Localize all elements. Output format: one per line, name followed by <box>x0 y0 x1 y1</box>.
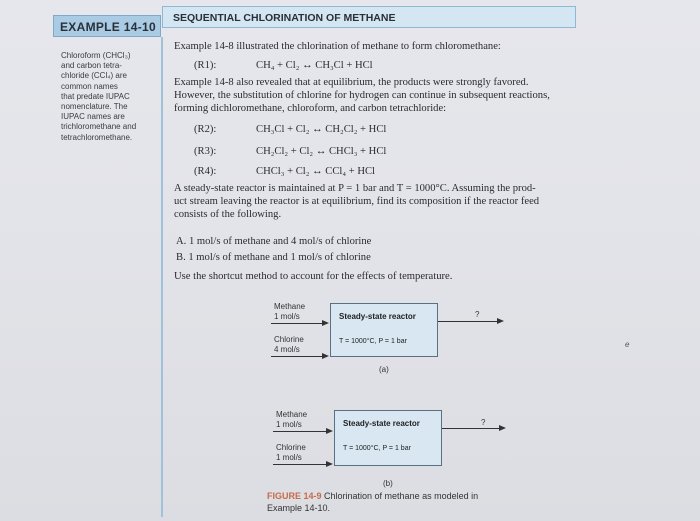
margin-note-line: Chloroform (CHCl₃) <box>61 51 131 60</box>
product-arrow-head <box>497 318 504 324</box>
margin-note-line: nomenclature. The <box>61 102 128 112</box>
reactor-title: Steady-state reactor <box>343 419 420 428</box>
margin-note-line: that predate IUPAC <box>61 91 130 101</box>
feed-arrow-line <box>273 431 327 432</box>
intro-text: Example 14-8 illustrated the chlorination of methane to form chloromethane: <box>174 41 501 52</box>
product-arrow-line <box>438 321 498 322</box>
product-unknown: ? <box>475 310 480 319</box>
margin-note-line: common names <box>61 81 118 91</box>
feed-chlorine-rate: 1 mol/s <box>276 453 302 462</box>
subfigure-label-a: (a) <box>379 365 389 374</box>
feed-chlorine-name: Chlorine <box>276 443 306 452</box>
product-arrow-head <box>499 425 506 431</box>
feed-arrow-line <box>271 356 323 357</box>
reactor-box <box>330 303 438 357</box>
reactor-conditions: T = 1000°C, P = 1 bar <box>343 445 411 452</box>
reaction-label: (R1): <box>194 60 217 71</box>
margin-note-line: tetrachloromethane. <box>61 132 133 142</box>
feed-arrow-head <box>322 320 329 326</box>
margin-note-line: chloride (CCl₄) are <box>61 71 127 81</box>
feed-arrow-head <box>322 353 329 359</box>
feed-arrow-head <box>326 428 333 434</box>
reaction-equation: CH₂Cl₂ + Cl₂ ↔ CHCl₃ + HCl <box>256 146 387 157</box>
example-title: SEQUENTIAL CHLORINATION OF METHANE <box>162 6 576 28</box>
caption-text: Chlorination of methane as modeled in <box>321 491 479 501</box>
product-arrow-line <box>442 428 500 429</box>
paragraph-line: forming dichloromethane, chloroform, and carbon tetrachloride: <box>174 103 447 114</box>
margin-note <box>61 51 157 143</box>
feed-methane-rate: 1 mol/s <box>274 312 300 321</box>
margin-note-line: IUPAC names are <box>61 112 125 122</box>
problem-line: consists of the following. <box>174 209 282 220</box>
reaction-label: (R2): <box>194 124 217 135</box>
margin-mark: e <box>625 340 630 349</box>
caption-text: Example 14-10. <box>267 503 331 513</box>
example-label: EXAMPLE 14-10 <box>53 15 161 37</box>
reactor-title: Steady-state reactor <box>339 312 416 321</box>
figure-caption <box>267 490 478 514</box>
feed-arrow-head <box>326 461 333 467</box>
paragraph-line: Example 14-8 also revealed that at equilibrium, the products were strongly favored. <box>174 77 529 88</box>
reaction-label: (R3): <box>194 146 217 157</box>
feed-chlorine-rate: 4 mol/s <box>274 345 300 354</box>
feed-arrow-line <box>271 323 323 324</box>
reaction-equation: CH₃Cl + Cl₂ ↔ CH₂Cl₂ + HCl <box>256 124 387 135</box>
feed-chlorine-name: Chlorine <box>274 335 304 344</box>
paragraph-line: However, the substitution of chlorine for hydrogen can continue in subsequent reactions, <box>174 90 550 101</box>
reaction-equation: CH₄ + Cl₂ ↔ CH₃Cl + HCl <box>256 60 373 71</box>
reaction-equation: CHCl₃ + Cl₂ ↔ CCl₄ + HCl <box>256 166 375 177</box>
case-a: A. 1 mol/s of methane and 4 mol/s of chlorine <box>176 236 372 247</box>
margin-note-line: and carbon tetra- <box>61 61 122 71</box>
reactor-box <box>334 410 442 466</box>
figure-number: FIGURE 14-9 <box>267 491 322 501</box>
reactor-conditions: T = 1000°C, P = 1 bar <box>339 338 407 345</box>
instruction-text: Use the shortcut method to account for the effects of temperature. <box>174 271 453 282</box>
margin-note-line: trichloromethane and <box>61 122 137 132</box>
feed-arrow-line <box>273 464 327 465</box>
subfigure-label-b: (b) <box>383 479 393 488</box>
reaction-label: (R4): <box>194 166 217 177</box>
problem-line: A steady-state reactor is maintained at P = 1 bar and T = 1000°C. Assuming the prod- <box>174 183 536 194</box>
feed-methane-name: Methane <box>274 302 306 311</box>
feed-methane-rate: 1 mol/s <box>276 420 302 429</box>
feed-methane-name: Methane <box>276 410 308 419</box>
problem-line: uct stream leaving the reactor is at equilibrium, find its composition if the reactor feed <box>174 196 540 207</box>
margin-divider <box>161 37 163 517</box>
case-b: B. 1 mol/s of methane and 1 mol/s of chlorine <box>176 252 371 263</box>
product-unknown: ? <box>481 418 486 427</box>
